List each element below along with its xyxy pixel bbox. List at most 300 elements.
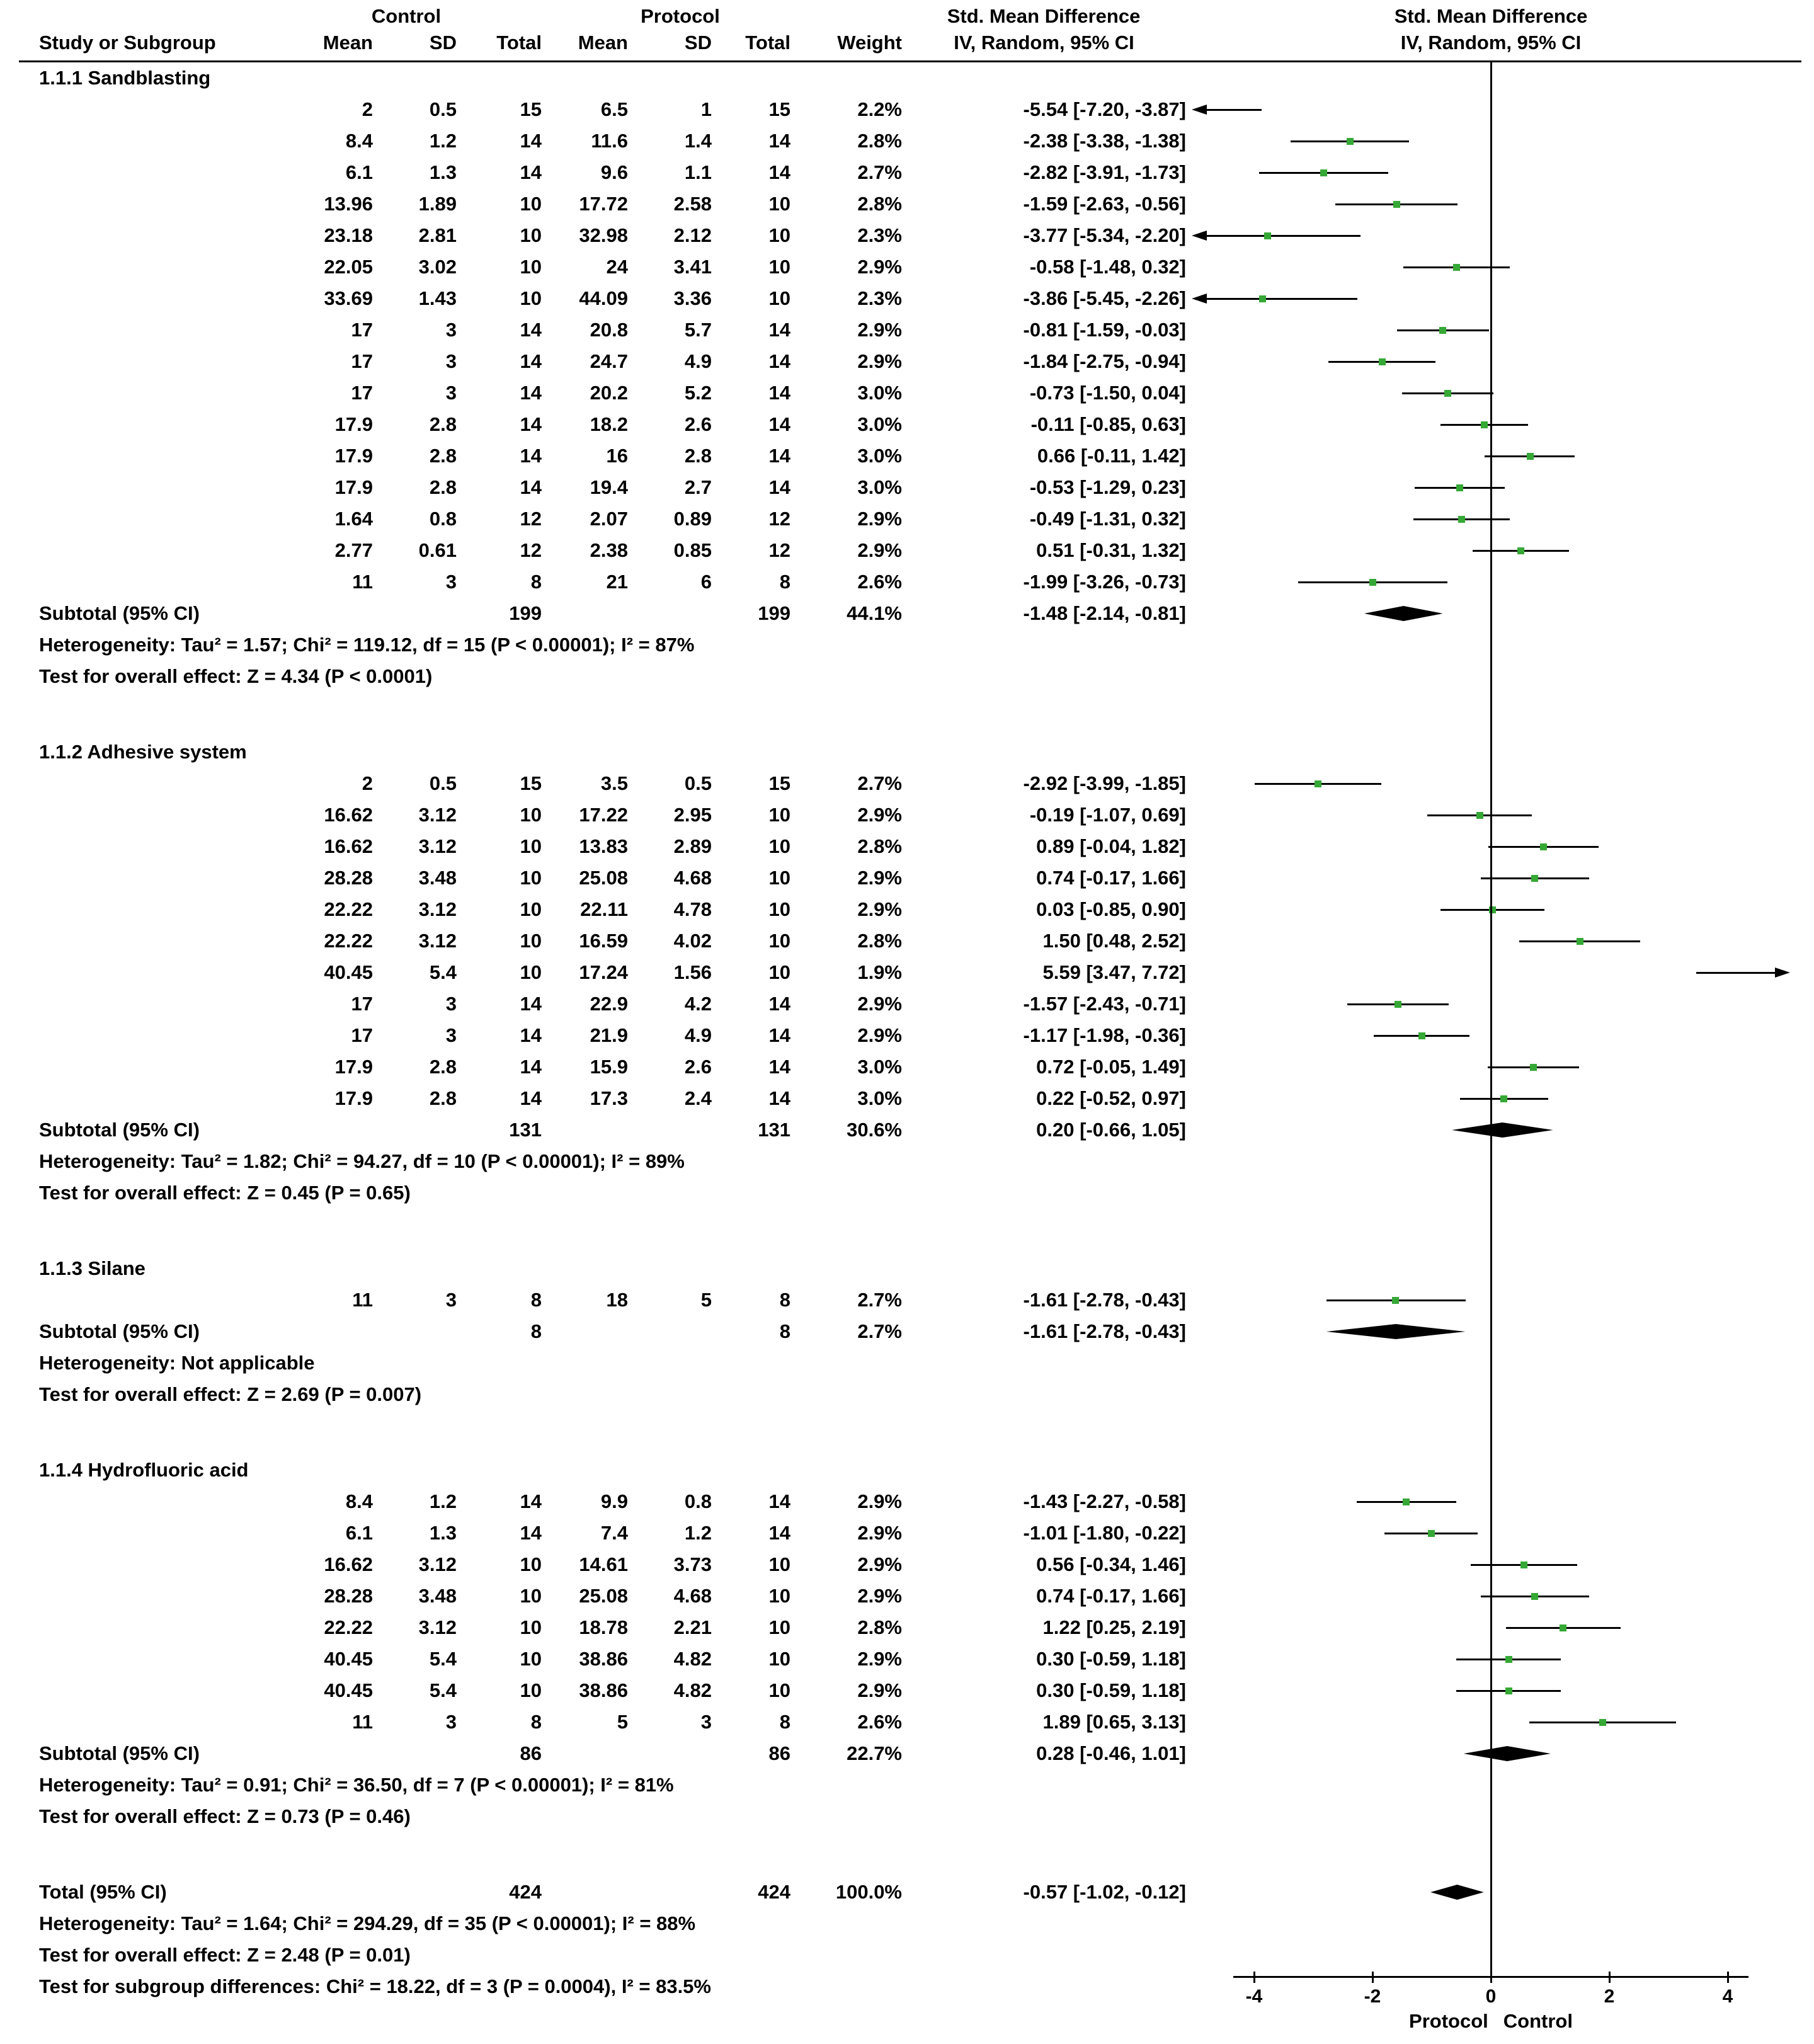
ci-text: -1.57 [-2.43, -0.71] (1023, 993, 1186, 1015)
axis-tick-label: 2 (1604, 1986, 1615, 2007)
control-mean: 6.1 (345, 1522, 373, 1544)
control-total: 131 (509, 1119, 542, 1141)
effect-marker (1489, 906, 1496, 913)
control-mean: 28.28 (324, 1585, 373, 1607)
section-title-row (0, 736, 1814, 768)
control-mean: 1.64 (334, 508, 373, 530)
offscale-arrow-left-icon (1192, 231, 1207, 241)
ci-text: -3.77 [-5.34, -2.20] (1023, 224, 1186, 246)
section-title: 1.1.1 Sandblasting (39, 67, 211, 89)
control-total: 8 (530, 571, 542, 593)
heterogeneity-text: Heterogeneity: Tau² = 0.91; Chi² = 36.50, df = 7 (P < 0.00001); I² = 81% (39, 1774, 674, 1796)
study-row (0, 566, 1814, 598)
study-row (0, 925, 1814, 957)
control-total: 14 (520, 350, 542, 372)
protocol-sd: 2.7 (684, 476, 712, 498)
study-label: Subtotal (95% CI) (39, 1742, 200, 1764)
control-mean: 40.45 (324, 1679, 373, 1701)
axis-tick-label: 4 (1722, 1986, 1733, 2007)
weight-value: 30.6% (847, 1119, 902, 1141)
protocol-sd: 2.6 (684, 413, 712, 435)
weight-value: 2.7% (857, 161, 902, 183)
control-total: 10 (520, 961, 542, 983)
weight-value: 3.0% (857, 1056, 902, 1078)
subtotal-row (0, 598, 1814, 629)
protocol-total: 12 (768, 508, 790, 530)
control-mean: 17 (351, 350, 373, 372)
protocol-total: 14 (768, 382, 790, 404)
control-mean: 16.62 (324, 835, 373, 857)
plot-cell (1186, 377, 1814, 409)
study-row (0, 440, 1814, 472)
protocol-total: 131 (758, 1119, 790, 1141)
section-title: 1.1.4 Hydrofluoric acid (39, 1459, 249, 1481)
protocol-sd: 6 (700, 571, 712, 593)
control-total: 14 (520, 1522, 542, 1544)
weight-value: 2.7% (857, 1320, 902, 1342)
protocol-total: 10 (768, 193, 790, 215)
protocol-total: 14 (768, 1522, 790, 1544)
study-row (0, 125, 1814, 157)
control-mean: 28.28 (324, 867, 373, 889)
control-mean: 11 (352, 1711, 373, 1733)
control-total: 10 (520, 835, 542, 857)
plot-cell (1186, 220, 1814, 251)
plot-cell (1186, 472, 1814, 503)
study-row (0, 283, 1814, 314)
protocol-total: 199 (758, 602, 790, 624)
protocol-sd: 2.4 (684, 1087, 712, 1109)
plot-cell (1186, 346, 1814, 377)
control-total: 8 (530, 1289, 542, 1311)
weight-value: 2.8% (857, 930, 902, 952)
plot-cell (1186, 988, 1814, 1020)
plot-cell (1186, 1549, 1814, 1580)
effect-marker (1517, 547, 1524, 554)
control-sd: 3.12 (418, 898, 457, 920)
control-sd: 1.3 (429, 1522, 457, 1544)
heterogeneity-text-row (0, 1347, 1814, 1379)
effect-marker (1347, 138, 1354, 145)
ci-text: -0.73 [-1.50, 0.04] (1029, 382, 1186, 404)
control-sd: 2.81 (418, 224, 457, 246)
weight-value: 2.9% (857, 1679, 902, 1701)
study-row (0, 988, 1814, 1020)
study-row (0, 157, 1814, 188)
protocol-sd: 1.56 (673, 961, 712, 983)
study-row (0, 220, 1814, 251)
weight-value: 2.9% (857, 898, 902, 920)
control-sd: 1.43 (418, 287, 457, 309)
protocol-total: 8 (779, 1289, 790, 1311)
weight-value: 2.9% (857, 256, 902, 278)
ci-text: -3.86 [-5.45, -2.26] (1023, 287, 1186, 309)
protocol-mean: 25.08 (579, 867, 628, 889)
control-sd: 0.5 (429, 98, 457, 120)
ci-text: 0.74 [-0.17, 1.66] (1036, 1585, 1186, 1607)
axis-caption (1409, 2010, 1573, 2033)
col-total-control-header: Total (496, 31, 542, 54)
protocol-sd: 5 (700, 1289, 712, 1311)
plot-cell (1186, 598, 1814, 629)
subtotal-row (0, 1738, 1814, 1769)
control-sd: 5.4 (429, 1679, 457, 1701)
control-total: 14 (520, 993, 542, 1015)
ci-text: -2.82 [-3.91, -1.73] (1023, 161, 1186, 183)
ci-text: -1.48 [-2.14, -0.81] (1023, 602, 1186, 624)
protocol-mean: 38.86 (579, 1648, 628, 1670)
ci-text: 0.51 [-0.31, 1.32] (1036, 539, 1186, 561)
col-total-protocol-header: Total (745, 31, 790, 54)
control-mean: 17.9 (334, 413, 373, 435)
plot-cell (1186, 94, 1814, 125)
study-row (0, 1706, 1814, 1738)
study-row (0, 377, 1814, 409)
effect-marker (1577, 938, 1583, 945)
ci-text: 0.30 [-0.59, 1.18] (1036, 1648, 1186, 1670)
weight-value: 2.9% (857, 867, 902, 889)
plot-ci-header: IV, Random, 95% CI (1400, 31, 1582, 54)
control-total: 10 (520, 930, 542, 952)
protocol-mean: 21.9 (590, 1024, 628, 1046)
control-total: 10 (520, 1648, 542, 1670)
study-row (0, 799, 1814, 831)
control-mean: 16.62 (324, 1553, 373, 1575)
protocol-sd: 3.73 (673, 1553, 712, 1575)
protocol-mean: 25.08 (579, 1585, 628, 1607)
ci-text: -1.61 [-2.78, -0.43] (1023, 1320, 1186, 1342)
control-total: 14 (520, 1087, 542, 1109)
control-mean: 11 (352, 571, 373, 593)
study-row (0, 768, 1814, 799)
ci-line (1207, 109, 1262, 111)
ci-text: -0.49 [-1.31, 0.32] (1029, 508, 1186, 530)
control-total: 14 (520, 1056, 542, 1078)
protocol-sd: 4.2 (684, 993, 712, 1015)
ci-line (1207, 235, 1360, 237)
control-mean: 6.1 (345, 161, 373, 183)
plot-cell (1186, 283, 1814, 314)
control-mean: 22.05 (324, 256, 373, 278)
effect-marker (1520, 1562, 1527, 1568)
control-mean: 40.45 (324, 961, 373, 983)
plot-cell (1186, 1083, 1814, 1114)
subtotal-diamond (1464, 1746, 1551, 1761)
protocol-total: 10 (768, 930, 790, 952)
study-row (0, 1580, 1814, 1612)
control-sd: 1.3 (429, 161, 457, 183)
protocol-total: 14 (768, 1490, 790, 1512)
control-sd: 3.48 (418, 867, 457, 889)
control-mean: 17.9 (334, 476, 373, 498)
col-mean-protocol-header: Mean (578, 31, 628, 54)
overall-test-text-row (0, 661, 1814, 692)
weight-value: 2.3% (857, 287, 902, 309)
protocol-mean: 20.2 (590, 382, 628, 404)
col-study-header: Study or Subgroup (39, 31, 216, 54)
forest-rows (0, 62, 1814, 2002)
offscale-arrow-left-icon (1192, 105, 1207, 115)
plot-cell (1186, 1051, 1814, 1083)
study-row (0, 251, 1814, 283)
subgroup-test-text: Test for subgroup differences: Chi² = 18.22, df = 3 (P = 0.0004), I² = 83.5% (39, 1975, 711, 1997)
protocol-sd: 3.41 (673, 256, 712, 278)
control-total: 86 (520, 1742, 542, 1764)
plot-cell (1186, 1706, 1814, 1738)
subtotal-row (0, 1114, 1814, 1146)
protocol-sd: 1.4 (684, 130, 712, 152)
plot-cell (1186, 314, 1814, 346)
ci-text: -1.99 [-3.26, -0.73] (1023, 571, 1186, 593)
total-overall-test-text-row (0, 1939, 1814, 1971)
control-mean: 17 (351, 382, 373, 404)
control-sd: 5.4 (429, 961, 457, 983)
overall-test-text-row (0, 1379, 1814, 1410)
control-total: 10 (520, 193, 542, 215)
ci-text: 0.72 [-0.05, 1.49] (1036, 1056, 1186, 1078)
effect-marker (1453, 264, 1460, 271)
protocol-total: 10 (768, 1616, 790, 1638)
protocol-mean: 22.11 (580, 898, 628, 920)
heterogeneity-text: Heterogeneity: Tau² = 1.57; Chi² = 119.12, df = 15 (P < 0.00001); I² = 87% (39, 634, 695, 656)
protocol-total: 10 (768, 804, 790, 826)
effect-marker (1403, 1499, 1410, 1505)
study-row (0, 1675, 1814, 1706)
table-header (0, 0, 1814, 60)
ci-text: 0.20 [-0.66, 1.05] (1036, 1119, 1186, 1141)
effect-marker (1392, 1297, 1399, 1304)
plot-cell (1186, 503, 1814, 535)
protocol-total: 14 (768, 445, 790, 467)
heterogeneity-text: Heterogeneity: Not applicable (39, 1352, 315, 1374)
effect-marker (1456, 484, 1463, 491)
plot-cell (1186, 957, 1814, 988)
heterogeneity-text-row (0, 1769, 1814, 1801)
ci-text: 0.89 [-0.04, 1.82] (1036, 835, 1186, 857)
total-diamond (1430, 1885, 1484, 1900)
protocol-mean: 7.4 (600, 1522, 628, 1544)
control-mean: 2.77 (334, 539, 373, 561)
section-gap (0, 1410, 1814, 1454)
control-total: 14 (520, 476, 542, 498)
control-mean: 8.4 (345, 130, 373, 152)
protocol-total: 10 (768, 961, 790, 983)
ci-text: 0.66 [-0.11, 1.42] (1037, 445, 1186, 467)
protocol-mean: 16.59 (579, 930, 628, 952)
overall-test-text-row (0, 1177, 1814, 1209)
effect-marker (1481, 421, 1488, 428)
total-heterogeneity-text-row (0, 1908, 1814, 1939)
study-row (0, 862, 1814, 894)
plot-cell (1186, 831, 1814, 862)
control-sd: 5.4 (429, 1648, 457, 1670)
col-mean-control-header: Mean (322, 31, 373, 54)
plot-cell (1186, 1876, 1814, 1908)
control-total: 8 (530, 1320, 542, 1342)
control-total: 14 (520, 1024, 542, 1046)
study-row (0, 472, 1814, 503)
protocol-mean: 9.6 (600, 161, 628, 183)
ci-text: -0.81 [-1.59, -0.03] (1023, 319, 1186, 341)
study-row (0, 1486, 1814, 1517)
plot-cell (1186, 1486, 1814, 1517)
weight-value: 2.9% (857, 350, 902, 372)
control-sd: 3 (445, 319, 457, 341)
control-total: 12 (520, 539, 542, 561)
axis-tick-label: -4 (1245, 1986, 1263, 2007)
ci-text: 0.56 [-0.34, 1.46] (1036, 1553, 1186, 1575)
control-sd: 3 (445, 993, 457, 1015)
weight-value: 2.8% (857, 193, 902, 215)
protocol-total: 14 (768, 319, 790, 341)
protocol-total: 10 (768, 867, 790, 889)
study-row (0, 1284, 1814, 1316)
protocol-sd: 3.36 (673, 287, 712, 309)
protocol-sd: 2.6 (684, 1056, 712, 1078)
protocol-sd: 2.58 (673, 193, 712, 215)
protocol-sd: 4.82 (673, 1679, 712, 1701)
control-mean: 2 (362, 98, 373, 120)
protocol-mean: 24 (606, 256, 628, 278)
control-mean: 11 (352, 1289, 373, 1311)
effect-marker (1444, 390, 1451, 397)
protocol-total: 10 (768, 1585, 790, 1607)
weight-value: 1.9% (857, 961, 902, 983)
control-sd: 3 (445, 382, 457, 404)
section-title: 1.1.2 Adhesive system (39, 741, 247, 763)
protocol-sd: 4.68 (673, 867, 712, 889)
subgroup-test-text-row (0, 1971, 1814, 2002)
ci-text: 1.89 [0.65, 3.13] (1042, 1711, 1186, 1733)
section-gap (0, 1209, 1814, 1253)
weight-value: 3.0% (857, 382, 902, 404)
study-label: Subtotal (95% CI) (39, 1320, 200, 1342)
subtotal-diamond (1326, 1324, 1466, 1339)
subtotal-row (0, 1316, 1814, 1347)
plot-cell (1186, 862, 1814, 894)
protocol-sd: 5.2 (684, 382, 712, 404)
protocol-group-title: Protocol (641, 5, 720, 27)
control-mean: 22.22 (324, 898, 373, 920)
overall-test-text: Test for overall effect: Z = 0.45 (P = 0.65) (39, 1182, 411, 1204)
control-sd: 1.2 (429, 130, 457, 152)
control-total: 10 (520, 1679, 542, 1701)
control-mean: 17.9 (334, 1087, 373, 1109)
control-mean: 23.18 (324, 224, 373, 246)
study-row (0, 188, 1814, 220)
protocol-total: 10 (768, 1553, 790, 1575)
ci-line (1207, 298, 1357, 300)
weight-value: 2.3% (857, 224, 902, 246)
plot-cell (1186, 409, 1814, 440)
heterogeneity-text: Heterogeneity: Tau² = 1.82; Chi² = 94.27, df = 10 (P < 0.00001); I² = 89% (39, 1150, 685, 1172)
plot-cell (1186, 799, 1814, 831)
protocol-mean: 18.2 (590, 413, 628, 435)
plot-cell (1186, 768, 1814, 799)
control-mean: 17 (351, 993, 373, 1015)
protocol-sd: 3 (700, 1711, 712, 1733)
plot-cell (1186, 1643, 1814, 1675)
section-gap (0, 1832, 1814, 1876)
ci-text: -0.58 [-1.48, 0.32] (1029, 256, 1186, 278)
protocol-sd: 0.89 (673, 508, 712, 530)
plot-cell (1186, 1675, 1814, 1706)
effect-marker (1259, 295, 1266, 302)
effect-marker (1500, 1095, 1507, 1102)
offscale-arrow-left-icon (1192, 294, 1207, 304)
protocol-sd: 4.9 (684, 350, 712, 372)
ci-text: -1.84 [-2.75, -0.94] (1023, 350, 1186, 372)
ci-text: -1.01 [-1.80, -0.22] (1023, 1522, 1186, 1544)
weight-value: 2.6% (857, 571, 902, 593)
weight-value: 2.9% (857, 804, 902, 826)
effect-marker (1320, 169, 1327, 176)
control-sd: 2.8 (429, 1087, 457, 1109)
control-total: 15 (520, 772, 542, 794)
effect-marker (1530, 1064, 1537, 1071)
weight-value: 2.9% (857, 993, 902, 1015)
protocol-total: 14 (768, 1087, 790, 1109)
weight-value: 2.8% (857, 130, 902, 152)
control-sd: 1.89 (418, 193, 457, 215)
control-mean: 33.69 (324, 287, 373, 309)
col-weight-header: Weight (837, 31, 902, 54)
ci-text: 5.59 [3.47, 7.72] (1042, 961, 1186, 983)
control-sd: 1.2 (429, 1490, 457, 1512)
protocol-mean: 15.9 (590, 1056, 628, 1078)
study-label: Subtotal (95% CI) (39, 602, 200, 624)
control-total: 15 (520, 98, 542, 120)
study-row (0, 409, 1814, 440)
weight-value: 22.7% (847, 1742, 902, 1764)
control-sd: 2.8 (429, 413, 457, 435)
weight-value: 3.0% (857, 476, 902, 498)
overall-test-text: Test for overall effect: Z = 4.34 (P < 0.0001) (39, 665, 433, 687)
weight-value: 2.7% (857, 772, 902, 794)
ci-text: 0.30 [-0.59, 1.18] (1036, 1679, 1186, 1701)
protocol-total: 10 (768, 835, 790, 857)
ci-text: -2.38 [-3.38, -1.38] (1023, 130, 1186, 152)
control-mean: 22.22 (324, 930, 373, 952)
control-mean: 22.22 (324, 1616, 373, 1638)
offscale-arrow-right-icon (1775, 968, 1790, 978)
control-total: 10 (520, 224, 542, 246)
section-title-row (0, 62, 1814, 94)
control-total: 10 (520, 1553, 542, 1575)
study-row (0, 346, 1814, 377)
control-total: 14 (520, 382, 542, 404)
effect-marker (1264, 232, 1271, 239)
control-mean: 40.45 (324, 1648, 373, 1670)
weight-value: 2.9% (857, 1522, 902, 1544)
ci-text: 0.03 [-0.85, 0.90] (1036, 898, 1186, 920)
control-sd: 3.02 (418, 256, 457, 278)
protocol-total: 424 (758, 1881, 790, 1903)
protocol-total: 14 (768, 413, 790, 435)
total-overall-test-text: Test for overall effect: Z = 2.48 (P = 0.01) (39, 1944, 411, 1966)
control-total: 8 (530, 1711, 542, 1733)
ci-text: -1.17 [-1.98, -0.36] (1023, 1024, 1186, 1046)
weight-value: 2.9% (857, 319, 902, 341)
protocol-mean: 5 (617, 1711, 628, 1733)
control-group-title: Control (371, 5, 442, 27)
plot-cell (1186, 188, 1814, 220)
control-mean: 13.96 (324, 193, 373, 215)
control-sd: 3 (445, 571, 457, 593)
protocol-total: 86 (768, 1742, 790, 1764)
study-row (0, 503, 1814, 535)
protocol-mean: 9.9 (600, 1490, 628, 1512)
